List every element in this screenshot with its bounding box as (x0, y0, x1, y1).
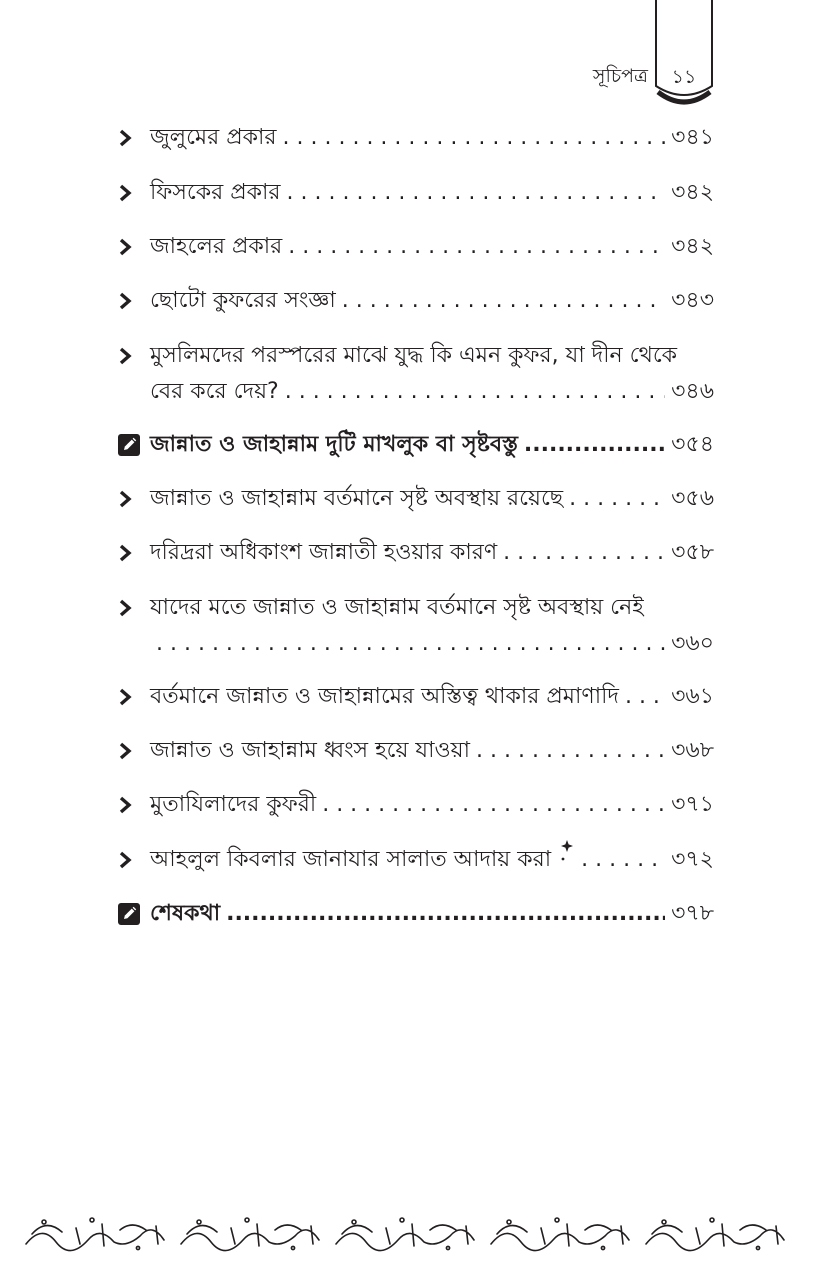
chevron-right-icon (118, 590, 150, 626)
toc-entry-page: ৩৬৮ (671, 738, 714, 763)
toc-entry-page: ৩৭৮ (671, 901, 714, 926)
toc-entry[interactable] (118, 535, 714, 571)
arabic-calligraphy-icon (22, 1214, 802, 1254)
toc-chapter-entry[interactable] (118, 896, 714, 932)
toc-entry-page: ৩৪৩ (671, 288, 714, 313)
toc-entry-page: ৩৬০ (671, 631, 714, 656)
chevron-right-icon (118, 679, 150, 715)
leader-dots (226, 896, 665, 932)
toc-entry-page: ৩৫৪ (671, 432, 714, 457)
chevron-right-icon (118, 120, 150, 156)
toc-entry-title: ছোটো কুফরের সংজ্ঞা (150, 288, 336, 313)
toc-entry-title: জান্নাত ও জাহান্নাম ধ্বংস হয়ে যাওয়া (150, 738, 471, 763)
toc-entry-page: ৩৪২ (671, 180, 714, 205)
toc-entry[interactable] (118, 481, 714, 517)
toc-chapter-entry[interactable] (118, 427, 714, 463)
toc-entry[interactable] (118, 338, 714, 410)
page-number: ১১ (671, 66, 697, 88)
chevron-right-icon (118, 283, 150, 319)
sparkle-icon (559, 840, 575, 876)
toc-entry-page: ৩৭১ (671, 792, 714, 817)
toc-entry-page: ৩৪১ (671, 125, 714, 150)
leader-dots (287, 175, 666, 211)
leader-dots (322, 787, 665, 823)
toc-entry-title: জান্নাত ও জাহান্নাম দুটি মাখলুক বা সৃষ্টবস্তু (150, 432, 518, 457)
leader-dots (524, 427, 665, 463)
chevron-right-icon (118, 535, 150, 571)
section-title: সূচিপত্র (592, 65, 648, 87)
toc-entry-title: বর্তমানে জান্নাত ও জাহান্নামের অস্তিত্ব থাকার প্রমাণাদি (150, 684, 619, 709)
leader-dots (288, 229, 665, 265)
toc-entry[interactable] (118, 175, 714, 211)
leader-dots (476, 733, 665, 769)
toc-entry-page: ৩৪২ (671, 234, 714, 259)
leader-dots (156, 626, 665, 662)
toc-entry-title: শেষকথা (150, 901, 221, 926)
leader-dots (569, 481, 665, 517)
toc-entry[interactable] (118, 679, 714, 715)
toc-entry[interactable] (118, 283, 714, 319)
toc-entry-title: ফিসকের প্রকার (150, 180, 281, 205)
toc-entry-page: ৩৫৬ (671, 486, 714, 511)
pencil-square-icon (118, 427, 150, 463)
toc-entry[interactable] (118, 120, 714, 156)
toc-entry-page: ৩৪৬ (671, 379, 714, 404)
leader-dots (342, 283, 665, 319)
leader-dots (581, 842, 665, 878)
toc-entry[interactable] (118, 590, 714, 662)
toc-entry[interactable] (118, 842, 714, 878)
chevron-right-icon (118, 733, 150, 769)
chevron-right-icon (118, 338, 150, 374)
toc-entry-title: দরিদ্ররা অধিকাংশ জান্নাতী হওয়ার কারণ (150, 540, 498, 565)
toc-entry-title-line1: মুসলিমদের পরস্পরের মাঝে যুদ্ধ কি এমন কুফর, যা দীন থেকে (150, 343, 678, 368)
leader-dots (503, 535, 665, 571)
toc-entry-title-line2: বের করে দেয়? (150, 379, 279, 404)
chevron-right-icon (118, 481, 150, 517)
toc-entry[interactable] (118, 229, 714, 265)
toc-entry-page: ৩৬১ (671, 684, 714, 709)
toc-entry[interactable] (118, 733, 714, 769)
toc-entry-title: মুতাযিলাদের কুফরী (150, 792, 317, 817)
toc-entry-page: ৩৫৮ (671, 540, 714, 565)
toc-entry[interactable] (118, 787, 714, 823)
chevron-right-icon (118, 229, 150, 265)
chevron-right-icon (118, 787, 150, 823)
toc-entry-title: জাহলের প্রকার (150, 234, 283, 259)
pencil-square-icon (118, 896, 150, 932)
chevron-right-icon (118, 842, 150, 878)
toc-entry-page: ৩৭২ (671, 847, 714, 872)
chevron-right-icon (118, 175, 150, 211)
toc-entry-title: আহলুল কিবলার জানাযার সালাত আদায় করা (150, 847, 552, 872)
toc-entry-title: জান্নাত ও জাহান্নাম বর্তমানে সৃষ্ট অবস্থায় রয়েছে (150, 486, 564, 511)
leader-dots (625, 679, 665, 715)
toc-entry-title-line1: যাদের মতে জান্নাত ও জাহান্নাম বর্তমানে সৃষ্ট অবস্থায় নেই (150, 595, 644, 620)
leader-dots (283, 120, 666, 156)
toc-entry-title: জুলুমের প্রকার (150, 125, 277, 150)
calligraphy-footer-ornament (22, 1214, 802, 1254)
leader-dots (285, 374, 665, 410)
